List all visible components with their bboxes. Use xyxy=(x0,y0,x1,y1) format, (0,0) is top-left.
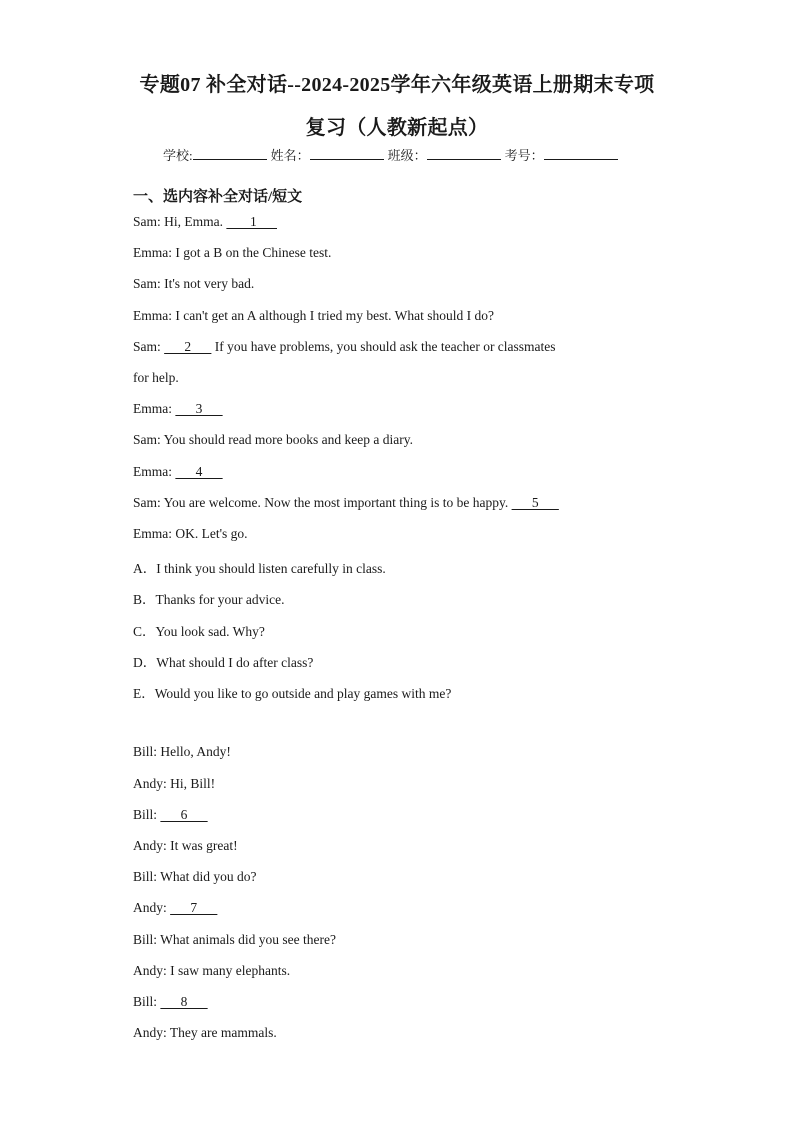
dialogue-line xyxy=(133,1025,277,1041)
line-text: Emma: xyxy=(133,464,176,479)
option-d: D．What should I do after class? xyxy=(133,655,314,670)
line-text: Andy: They are mammals. xyxy=(133,1025,277,1040)
dialogue-line xyxy=(133,869,257,885)
line-text: Emma: xyxy=(133,401,176,416)
line-text: Bill: What did you do? xyxy=(133,869,257,884)
school-field[interactable] xyxy=(193,146,267,160)
dialogue-line xyxy=(133,900,217,916)
dialogue-line xyxy=(133,994,208,1010)
number-field[interactable] xyxy=(544,146,618,160)
number-label: 考号： xyxy=(504,148,544,163)
line-text: Bill: xyxy=(133,994,161,1009)
dialogue-line xyxy=(133,807,208,823)
dialogue-line xyxy=(133,276,254,292)
line-text: Sam: You should read more books and keep a diary. xyxy=(133,432,413,447)
line-text: Bill: What animals did you see there? xyxy=(133,932,336,947)
dialogue-line xyxy=(133,214,277,230)
dialogue-line xyxy=(133,963,290,979)
answer-blank[interactable]: 3 xyxy=(175,401,223,416)
line-text: Sam: Hi, Emma. xyxy=(133,214,227,229)
dialogue-line xyxy=(133,370,179,386)
answer-blank[interactable]: 2 xyxy=(164,339,212,354)
dialogue-line xyxy=(133,838,238,854)
class-field[interactable] xyxy=(427,146,501,160)
dialogue-line xyxy=(133,339,556,355)
student-info-row xyxy=(163,145,622,164)
dialogue-line xyxy=(133,495,559,511)
option-a: A．I think you should listen carefully in class. xyxy=(133,561,386,576)
dialogue-line xyxy=(133,776,215,792)
page-title: 专题07 补全对话--2024-2025学年六年级英语上册期末专项 xyxy=(139,74,655,96)
line-text: If you have problems, you should ask the teacher or classmates xyxy=(211,339,556,354)
answer-blank[interactable]: 1 xyxy=(226,214,277,229)
answer-blank[interactable]: 6 xyxy=(160,807,208,822)
class-label: 班级： xyxy=(387,148,427,163)
line-text: Bill: Hello, Andy! xyxy=(133,744,231,759)
line-text: Andy: It was great! xyxy=(133,838,238,853)
line-text: Andy: I saw many elephants. xyxy=(133,963,291,978)
dialogue-line xyxy=(133,526,248,542)
line-text: Sam: You are welcome. Now the most important thing is to be happy. xyxy=(133,495,512,510)
dialogue-line xyxy=(133,401,223,417)
line-text: Sam: xyxy=(133,339,165,354)
answer-blank[interactable]: 5 xyxy=(511,495,559,510)
line-text: Emma: I can't get an A although I tried my best. What should I do? xyxy=(133,308,494,323)
line-text: Bill: xyxy=(133,807,161,822)
option-c: C．You look sad. Why? xyxy=(133,624,265,639)
dialogue-line xyxy=(133,932,336,948)
line-text: Emma: OK. Let's go. xyxy=(133,526,248,541)
page-subtitle: 复习（人教新起点） xyxy=(305,117,489,139)
line-text: Andy: xyxy=(133,900,171,915)
dialogue-line xyxy=(133,308,494,324)
option-e: E．Would you like to go outside and play games with me? xyxy=(133,686,452,701)
dialogue-line xyxy=(133,432,413,448)
name-label: 姓名： xyxy=(270,148,310,163)
option-b: B．Thanks for your advice. xyxy=(133,592,285,607)
line-text: Sam: It's not very bad. xyxy=(133,276,255,291)
answer-blank[interactable]: 4 xyxy=(175,464,223,479)
dialogue-line xyxy=(133,245,331,261)
section-heading: 一、选内容补全对话/短文 xyxy=(133,189,303,205)
line-text: Andy: Hi, Bill! xyxy=(133,776,216,791)
answer-blank[interactable]: 8 xyxy=(160,994,208,1009)
name-field[interactable] xyxy=(310,146,384,160)
dialogue-line xyxy=(133,464,223,480)
school-label: 学校: xyxy=(163,148,193,163)
line-text: for help. xyxy=(133,370,179,385)
line-text: Emma: I got a B on the Chinese test. xyxy=(133,245,332,260)
answer-blank[interactable]: 7 xyxy=(170,900,218,915)
dialogue-line xyxy=(133,744,231,760)
